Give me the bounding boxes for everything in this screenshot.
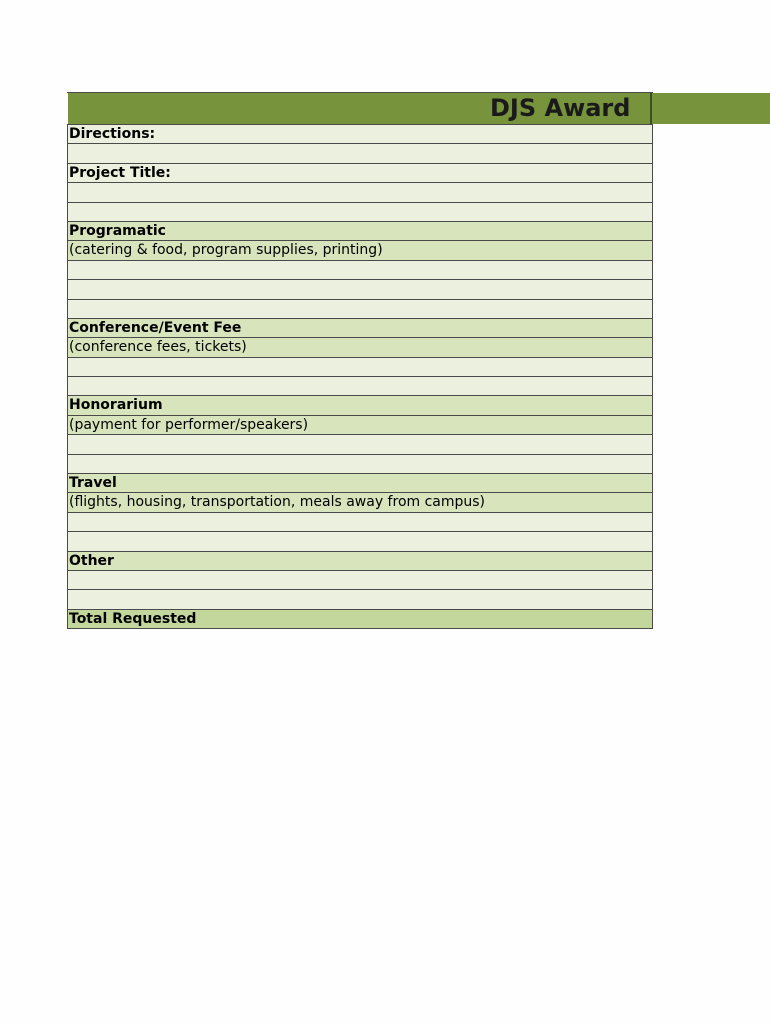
row-programatic[interactable]: Programatic <box>68 222 652 241</box>
blank-row[interactable] <box>68 300 652 319</box>
row-travel[interactable]: Travel <box>68 474 652 493</box>
blank-row[interactable] <box>68 144 652 163</box>
row-honorarium[interactable]: Honorarium <box>68 396 652 415</box>
blank-row[interactable] <box>68 261 652 280</box>
blank-row[interactable] <box>68 455 652 474</box>
row-total-requested[interactable]: Total Requested <box>68 610 652 629</box>
blank-row[interactable] <box>68 377 652 396</box>
blank-row[interactable] <box>68 280 652 299</box>
blank-row[interactable] <box>68 532 652 551</box>
blank-row[interactable] <box>68 590 652 609</box>
row-other[interactable]: Other <box>68 552 652 571</box>
blank-row[interactable] <box>68 358 652 377</box>
row-conference-fees-tickets[interactable]: (conference fees, tickets) <box>68 338 652 357</box>
award-title: DJS Award <box>490 94 631 122</box>
row-conference-event-fee[interactable]: Conference/Event Fee <box>68 319 652 338</box>
row-payment-for-performer-speakers[interactable]: (payment for performer/speakers) <box>68 416 652 435</box>
title-cell <box>68 93 652 124</box>
blank-row[interactable] <box>68 203 652 222</box>
title-cell-edge <box>650 93 652 124</box>
blank-row[interactable] <box>68 513 652 532</box>
row-directions[interactable]: Directions: <box>68 125 652 144</box>
blank-row[interactable] <box>68 571 652 590</box>
title-band <box>68 93 770 124</box>
blank-row[interactable] <box>68 435 652 454</box>
row-catering-food-program-supplies-printing[interactable]: (catering & food, program supplies, printing) <box>68 241 652 260</box>
budget-request-table <box>67 124 653 629</box>
blank-row[interactable] <box>68 183 652 202</box>
row-flights-housing-transportation-meals-away-from-campus[interactable]: (flights, housing, transportation, meals away from campus) <box>68 493 652 512</box>
row-project-title[interactable]: Project Title: <box>68 164 652 183</box>
